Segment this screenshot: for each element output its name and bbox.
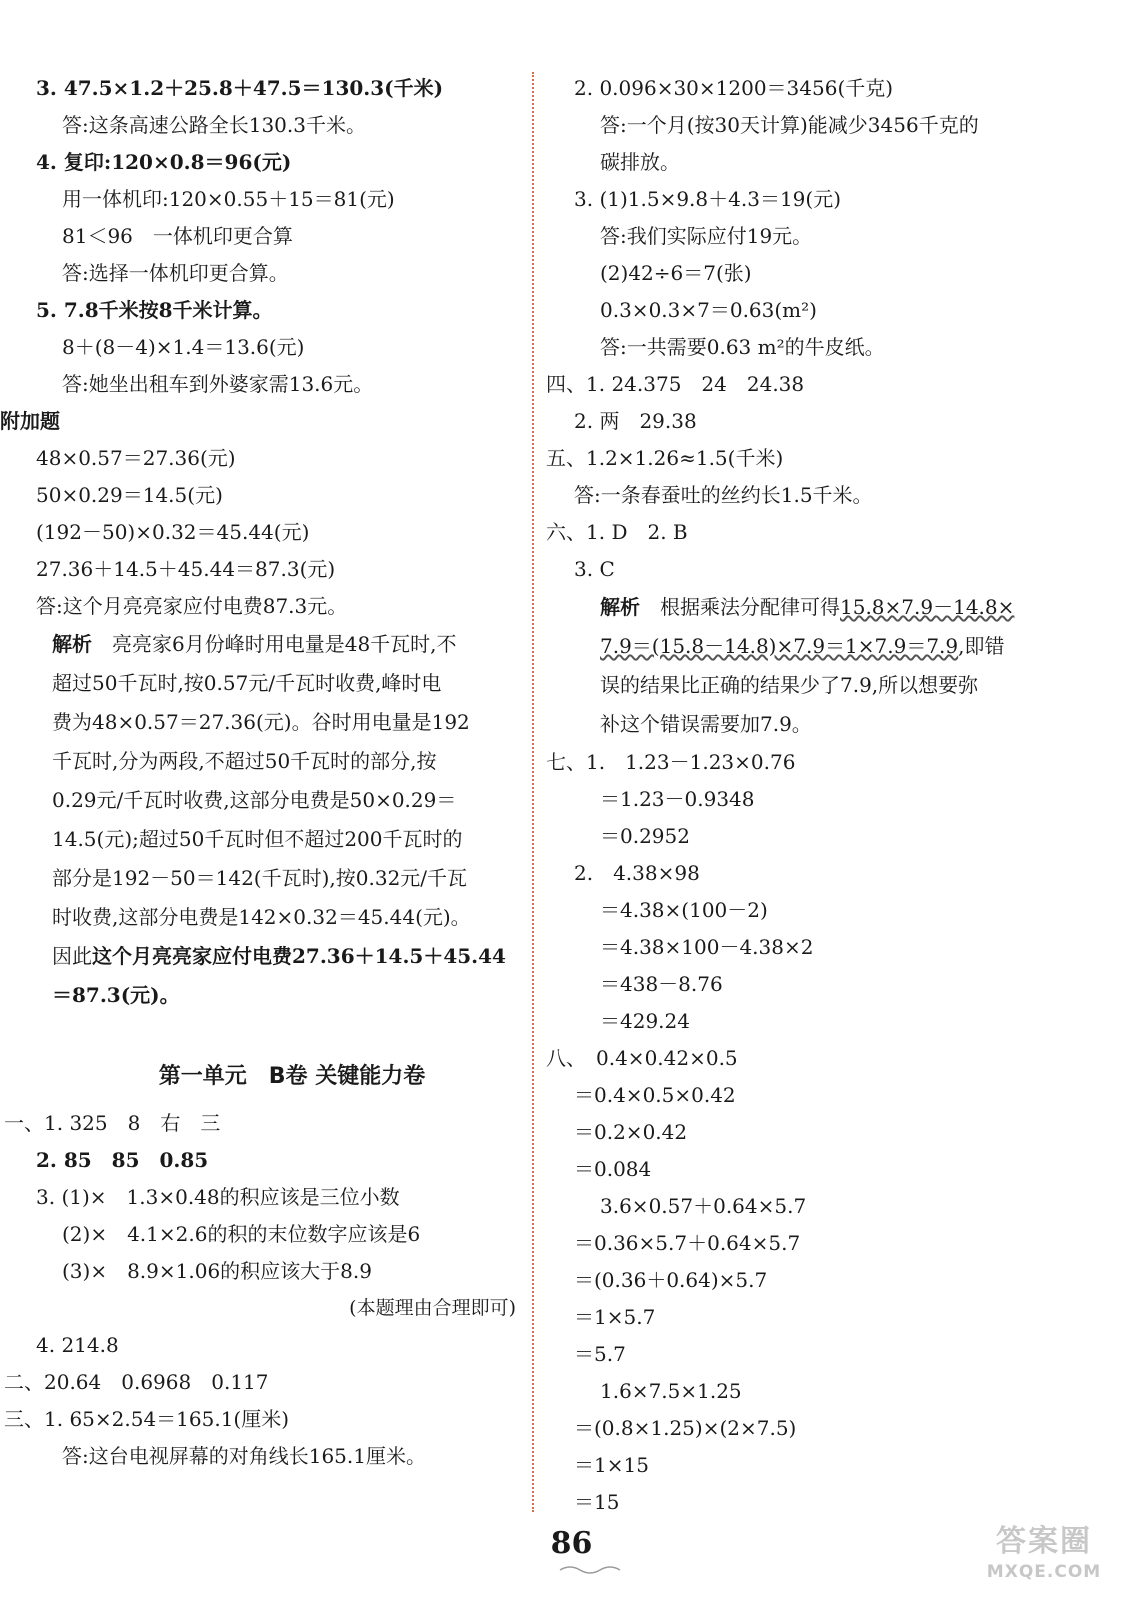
answer-line: 0.3×0.3×7＝0.63(m²) bbox=[600, 298, 817, 322]
watermark bbox=[959, 1524, 1129, 1594]
answer-line: 50×0.29＝14.5(元) bbox=[36, 483, 223, 507]
answer-line: 八、 0.4×0.42×0.5 bbox=[546, 1046, 738, 1070]
analysis-block: 解析 根据乘法分配律可得15.8×7.9－14.8× 7.9＝(15.8－14.8)×7.9＝1×7.9＝7.9,即错 误的结果比正确的结果少了7.9,所以想要弥 补这个错误需要加7.9。 bbox=[600, 595, 1015, 736]
answer-line: 2. 85 85 0.85 bbox=[36, 1148, 209, 1172]
answer-line: ＝1.23－0.9348 bbox=[600, 787, 755, 811]
answer-line: 81＜96 一体机印更合算 bbox=[62, 224, 293, 248]
analysis-label: 解析 bbox=[52, 632, 92, 656]
answer-line: (192－50)×0.32＝45.44(元) bbox=[36, 520, 310, 544]
answer-line: 3. (1)× 1.3×0.48的积应该是三位小数 bbox=[36, 1185, 400, 1209]
answer-line: 2. 0.096×30×1200＝3456(千克) bbox=[574, 76, 894, 100]
left-column bbox=[0, 70, 522, 1475]
answer-line: ＝4.38×100－4.38×2 bbox=[600, 935, 814, 959]
answer-line: 答:一共需要0.63 m²的牛皮纸。 bbox=[600, 335, 885, 359]
answer-line: 5. 7.8千米按8千米计算。 bbox=[36, 298, 273, 322]
right-column bbox=[546, 70, 1120, 1521]
answer-line: (2)42÷6＝7(张) bbox=[600, 261, 752, 285]
answer-line: ＝0.084 bbox=[574, 1157, 652, 1181]
page-number-swirl-icon bbox=[500, 1560, 650, 1580]
answer-line: 三、1. 65×2.54＝165.1(厘米) bbox=[4, 1407, 290, 1431]
answer-line: 七、1. 1.23－1.23×0.76 bbox=[546, 750, 796, 774]
answer-line: ＝0.2952 bbox=[600, 824, 690, 848]
unit-heading: 第一单元 B卷 关键能力卷 bbox=[158, 1064, 426, 1089]
answer-line: 3. (1)1.5×9.8＋4.3＝19(元) bbox=[574, 187, 842, 211]
answer-line: 3. 47.5×1.2＋25.8＋47.5＝130.3(千米) bbox=[36, 76, 444, 100]
answer-line: 答:她坐出租车到外婆家需13.6元。 bbox=[62, 372, 374, 396]
watermark-site: MXQE.COM bbox=[986, 1562, 1102, 1582]
answer-line: 答:我们实际应付19元。 bbox=[600, 224, 813, 248]
answer-line: 3.6×0.57＋0.64×5.7 bbox=[600, 1194, 807, 1218]
answer-line: ＝4.38×(100－2) bbox=[600, 898, 768, 922]
answer-line: 答:这个月亮亮家应付电费87.3元。 bbox=[36, 594, 348, 618]
answer-line: 六、1. D 2. B bbox=[546, 520, 688, 544]
column-divider bbox=[532, 72, 534, 1512]
answer-line: 8＋(8－4)×1.4＝13.6(元) bbox=[62, 335, 305, 359]
answer-line: ＝1×5.7 bbox=[574, 1305, 656, 1329]
answer-line: 一、1. 325 8 右 三 bbox=[4, 1111, 221, 1135]
analysis-block: 解析 亮亮家6月份峰时用电量是48千瓦时,不 超过50千瓦时,按0.57元/千瓦时收费,峰时电 费为48×0.57＝27.36(元)。谷时用电量是192 千瓦时,分为两段,不超过50千瓦时的部分,按 0.29元/千瓦时收费,这部分电费是50×0.29＝ 14.5(元);超过50千瓦时但不超过200千瓦时的 部分是192－50＝142(千瓦时),按0.32元/千瓦 时收费,这部分电费是142×0.32＝45.44(元)。 因此这个月亮亮家应付电费27.36＋14.5＋45.44 ＝87.3(元)。 bbox=[52, 632, 506, 1007]
answer-line: ＝0.2×0.42 bbox=[574, 1120, 688, 1144]
answer-line: 碳排放。 bbox=[600, 150, 680, 174]
analysis-label: 解析 bbox=[600, 595, 640, 619]
answer-line: 2. 4.38×98 bbox=[574, 861, 700, 885]
answer-line: ＝429.24 bbox=[600, 1009, 690, 1033]
answer-line: 二、20.64 0.6968 0.117 bbox=[4, 1370, 269, 1394]
answer-line: 答:一条春蚕吐的丝约长1.5千米。 bbox=[574, 483, 873, 507]
answer-line: ＝(0.36＋0.64)×5.7 bbox=[574, 1268, 768, 1292]
answer-line: ＝(0.8×1.25)×(2×7.5) bbox=[574, 1416, 797, 1440]
answer-line: 27.36＋14.5＋45.44＝87.3(元) bbox=[36, 557, 336, 581]
answer-line: 4. 复印:120×0.8＝96(元) bbox=[36, 150, 292, 174]
answer-line: 答:一个月(按30天计算)能减少3456千克的 bbox=[600, 113, 979, 137]
answer-line: 1.6×7.5×1.25 bbox=[600, 1379, 742, 1403]
watermark-logo: 答案圈 bbox=[996, 1524, 1092, 1559]
answer-line: 四、1. 24.375 24 24.38 bbox=[546, 372, 805, 396]
answer-line: 答:这条高速公路全长130.3千米。 bbox=[62, 113, 366, 137]
answer-line: 答:选择一体机印更合算。 bbox=[62, 261, 289, 285]
answer-line: ＝0.36×5.7＋0.64×5.7 bbox=[574, 1231, 801, 1255]
answer-line: 用一体机印:120×0.55＋15＝81(元) bbox=[62, 187, 395, 211]
answer-line: ＝438－8.76 bbox=[600, 972, 723, 996]
answer-line: ＝5.7 bbox=[574, 1342, 626, 1366]
answer-line: 48×0.57＝27.36(元) bbox=[36, 446, 236, 470]
section-title-fujia: 附加题 bbox=[0, 409, 60, 433]
answer-line: ＝1×15 bbox=[574, 1453, 649, 1477]
answer-line: 2. 两 29.38 bbox=[574, 409, 697, 433]
note-line: (本题理由合理即可) bbox=[349, 1297, 516, 1319]
answer-line: (3)× 8.9×1.06的积应该大于8.9 bbox=[62, 1259, 372, 1283]
answer-line: 3. C bbox=[574, 557, 615, 581]
answer-line: ＝15 bbox=[574, 1490, 620, 1514]
answer-line: 答:这台电视屏幕的对角线长165.1厘米。 bbox=[62, 1444, 426, 1468]
answer-line: ＝0.4×0.5×0.42 bbox=[574, 1083, 736, 1107]
answer-line: 五、1.2×1.26≈1.5(千米) bbox=[546, 446, 784, 470]
answer-line: 4. 214.8 bbox=[36, 1333, 119, 1357]
answer-line: (2)× 4.1×2.6的积的末位数字应该是6 bbox=[62, 1222, 421, 1246]
page-number: 86 bbox=[550, 1526, 593, 1561]
